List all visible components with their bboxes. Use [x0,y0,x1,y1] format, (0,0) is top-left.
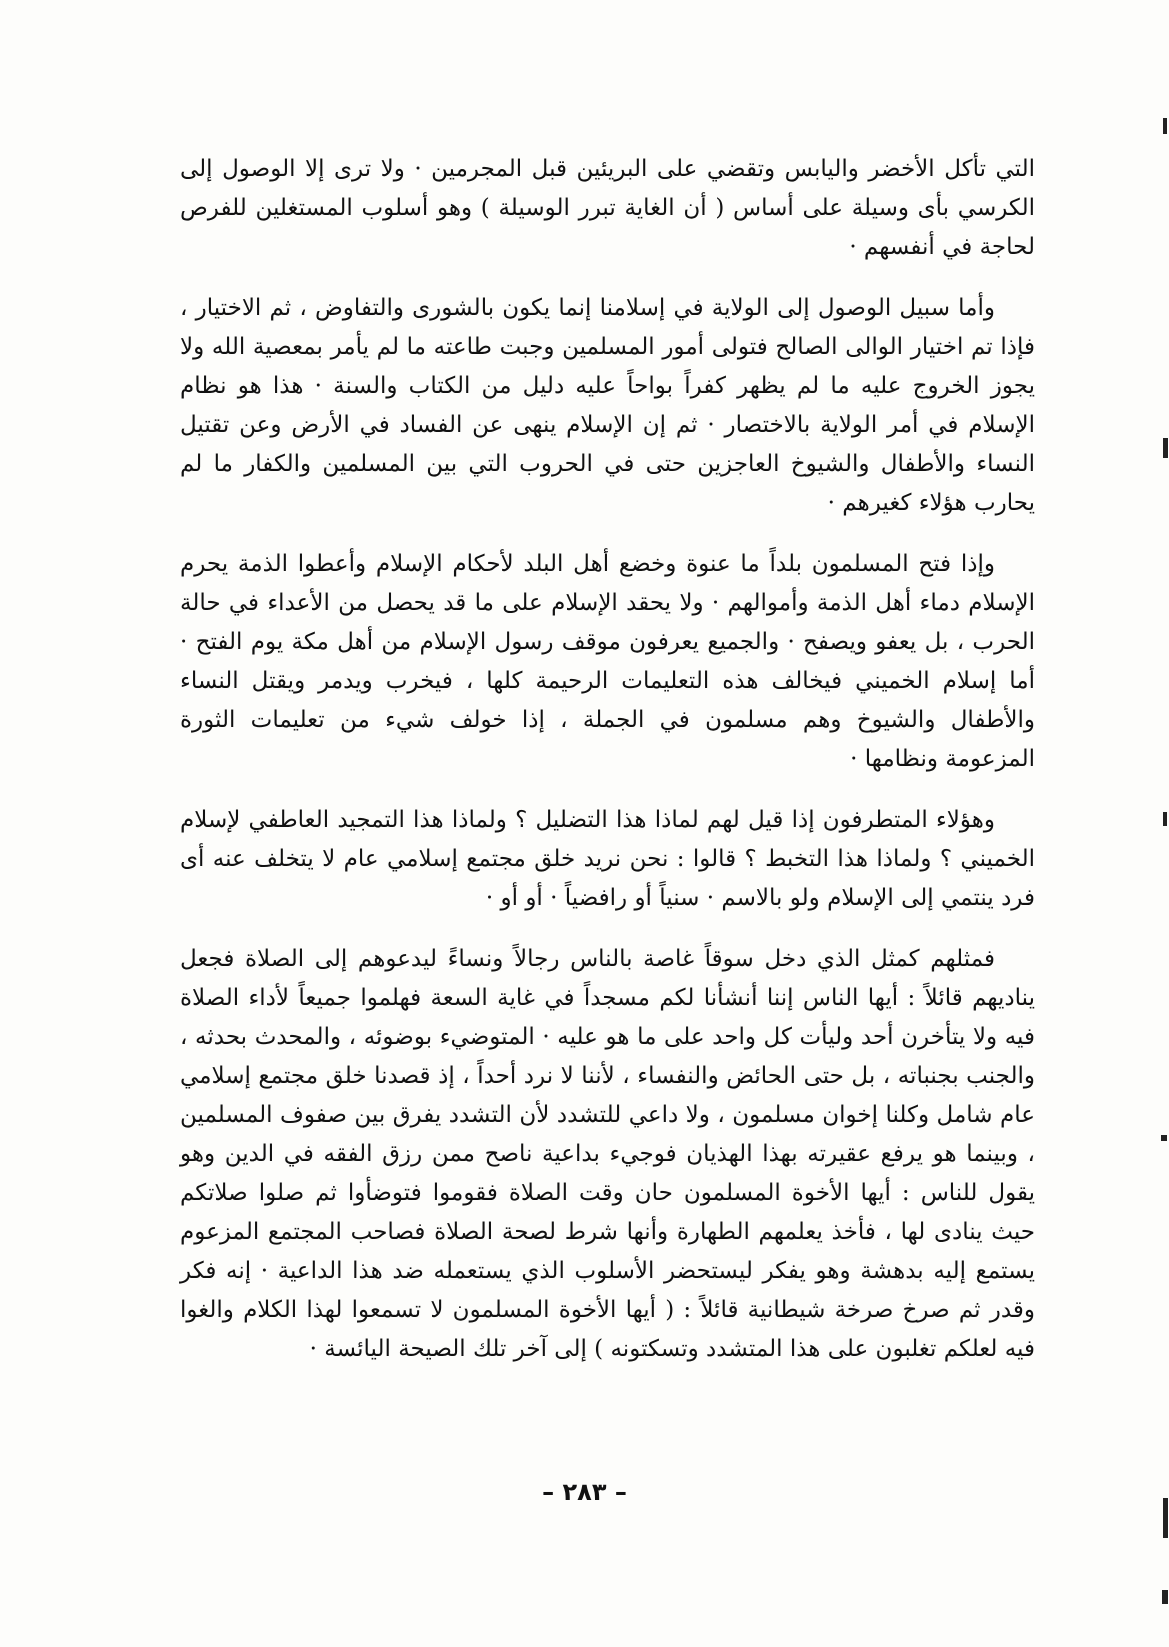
page-number: – ٢٨٣ – [542,1478,627,1506]
paragraph-1: التي تأكل الأخضر واليابس وتقضي على البريئين قبل المجرمين · ولا ترى إلا الوصول إلى الكرسي بأى وسيلة على أساس ( أن الغاية تبرر الوسيلة ) وهو أسلوب المستغلين للفرص لحاجة في أنفسهم · [180,156,1035,260]
scan-edge-mark [1163,438,1168,458]
paragraph-4: وهؤلاء المتطرفون إذا قيل لهم لماذا هذا التضليل ؟ ولماذا هذا التمجيد العاطفي لإسلام الخميني ؟ ولماذا هذا التخبط ؟ قالوا : نحن نريد خلق مجتمع إسلامي عام لا يتخلف عنه أى فرد ينتمي إلى الإسلام ولو بالاسم · سنياً أو رافضياً · أو أو · [180,807,1035,911]
paragraph-2: وأما سبيل الوصول إلى الولاية في إسلامنا إنما يكون بالشورى والتفاوض ، ثم الاختيار ، فإذا تم اختيار الوالى الصالح فتولى أمور المسلمين وجبت طاعته ما لم يأمر بمعصية الله ولا يجوز الخروج عليه ما لم يظهر كفراً بواحاً عليه دليل من الكتاب والسنة · هذا هو نظام الإسلام في أمر الولاية بالاختصار · ثم إن الإسلام ينهى عن الفساد في الأرض وعن تقتيل النساء والأطفال والشيوخ العاجزين حتى في الحروب التي بين المسلمين والكفار ما لم يحارب هؤلاء كغيرهم · [180,295,1035,516]
scan-edge-mark [1163,812,1167,826]
scan-edge-mark [1163,1498,1168,1538]
paragraph-3: وإذا فتح المسلمون بلداً ما عنوة وخضع أهل البلد لأحكام الإسلام وأعطوا الذمة يحرم الإسلام دماء أهل الذمة وأموالهم · ولا يحقد الإسلام على ما قد يحصل من الأعداء في حالة الحرب ، بل يعفو ويصفح · والجميع يعرفون موقف رسول الإسلام من أهل مكة يوم الفتح · أما إسلام الخميني فيخالف هذه التعليمات الرحيمة كلها ، فيخرب ويدمر ويقتل النساء والأطفال والشيوخ وهم مسلمون في الجملة ، إذا خولف شيء من تعليمات الثورة المزعومة ونظامها · [180,551,1035,772]
body-text [180,150,1035,1391]
scan-edge-mark [1163,118,1167,134]
paragraph-5: فمثلهم كمثل الذي دخل سوقاً غاصة بالناس رجالاً ونساءً ليدعوهم إلى الصلاة فجعل يناديهم قائلاً : أيها الناس إننا أنشأنا لكم مسجداً في غاية السعة فهلموا جميعاً لأداء الصلاة فيه ولا يتأخرن أحد وليأت كل واحد على ما هو عليه · المتوضيء بوضوئه ، والمحدث بحدثه ، والجنب بجنباته ، بل حتى الحائض والنفساء ، لأننا لا نرد أحداً ، إذ قصدنا خلق مجتمع إسلامي عام شامل وكلنا إخوان مسلمون ، ولا داعي للتشدد لأن التشدد يفرق بين صفوف المسلمين ، وبينما هو يرفع عقيرته بهذا الهذيان فوجيء بداعية ناصح ممن رزق الفقه في الدين وهو يقول للناس : أيها الأخوة المسلمون حان وقت الصلاة فقوموا فتوضأوا ثم صلوا صلاتكم حيث ينادى لها ، فأخذ يعلمهم الطهارة وأنها شرط لصحة الصلاة فصاحب المجتمع المزعوم يستمع إليه بدهشة وهو يفكر ليستحضر الأسلوب الذي يستعمله ضد هذا الداعية · إنه فكر وقدر ثم صرخ صرخة شيطانية قائلاً : ( أيها الأخوة المسلمون لا تسمعوا لهذا الكلام والغوا فيه لعلكم تغلبون على هذا المتشدد وتسكتونه ) إلى آخر تلك الصيحة اليائسة · [180,946,1035,1362]
scan-edge-mark [1162,1590,1168,1604]
scan-edge-mark [1161,1135,1167,1141]
